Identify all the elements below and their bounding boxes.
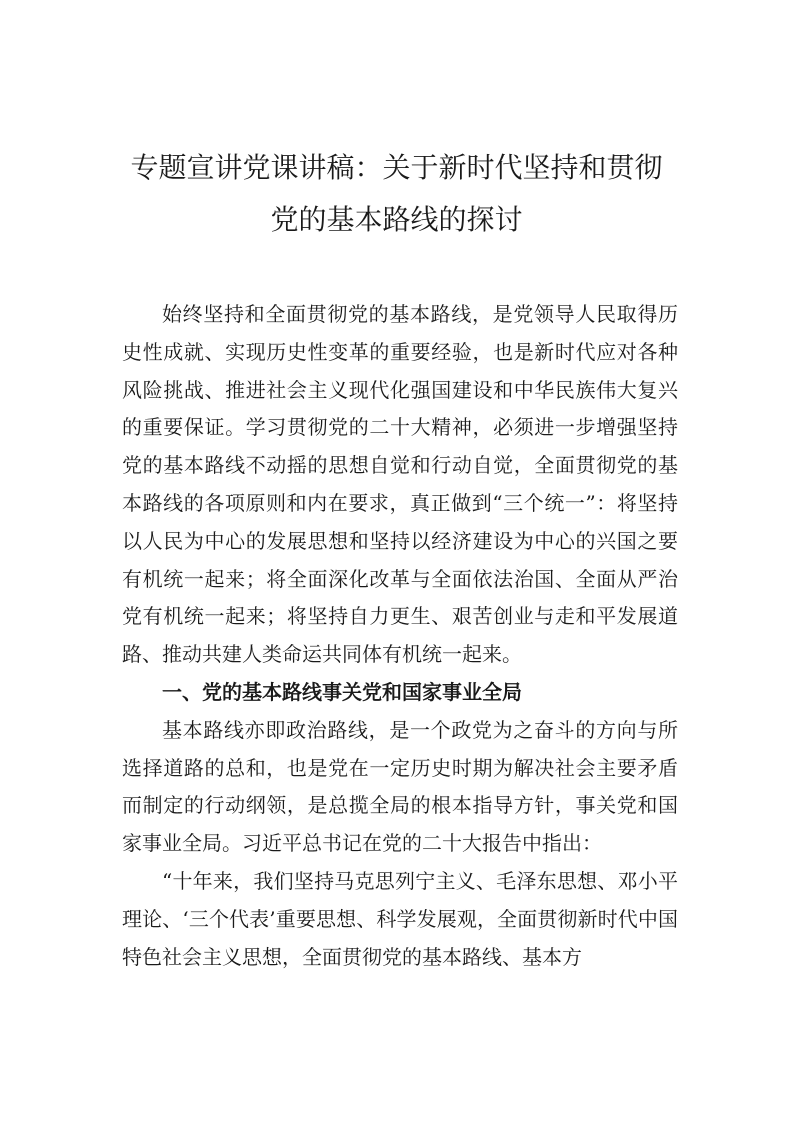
document-title-line-1: 专题宣讲党课讲稿：关于新时代坚持和贯彻 (130, 151, 663, 184)
document-body (122, 296, 678, 976)
section-heading-1: 一、党的基本路线事关党和国家事业全局 (162, 679, 522, 704)
paragraph-basic-line: 基本路线亦即政治路线，是一个政党为之奋斗的方向与所选择道路的总和，也是党在一定历史时期为解决社会主要矛盾而制定的行动纲领，是总揽全局的根本指导方针，事关党和国家事业全局。习近平总书记在党的二十大报告中指出： (122, 717, 678, 856)
paragraph-quote: “十年来，我们坚持马克思列宁主义、毛泽东思想、邓小平理论、‘三个代表’重要思想、科学发展观，全面贯彻新时代中国特色社会主义思想，全面贯彻党的基本路线、基本方 (122, 868, 678, 969)
document-title-line-2: 党的基本路线的探讨 (270, 203, 523, 236)
paragraph-intro: 始终坚持和全面贯彻党的基本路线，是党领导人民取得历史性成就、实现历史性变革的重要经验，也是新时代应对各种风险挑战、推进社会主义现代化强国建设和中华民族伟大复兴的重要保证。学习贯彻党的二十大精神，必须进一步增强坚持党的基本路线不动摇的思想自觉和行动自觉，全面贯彻党的基本路线的各项原则和内在要求，真正做到“三个统一”：将坚持以人民为中心的发展思想和坚持以经济建设为中心的兴国之要有机统一起来；将全面深化改革与全面依法治国、全面从严治党有机统一起来；将坚持自力更生、艰苦创业与走和平发展道路、推动共建人类命运共同体有机统一起来。 (122, 302, 678, 667)
